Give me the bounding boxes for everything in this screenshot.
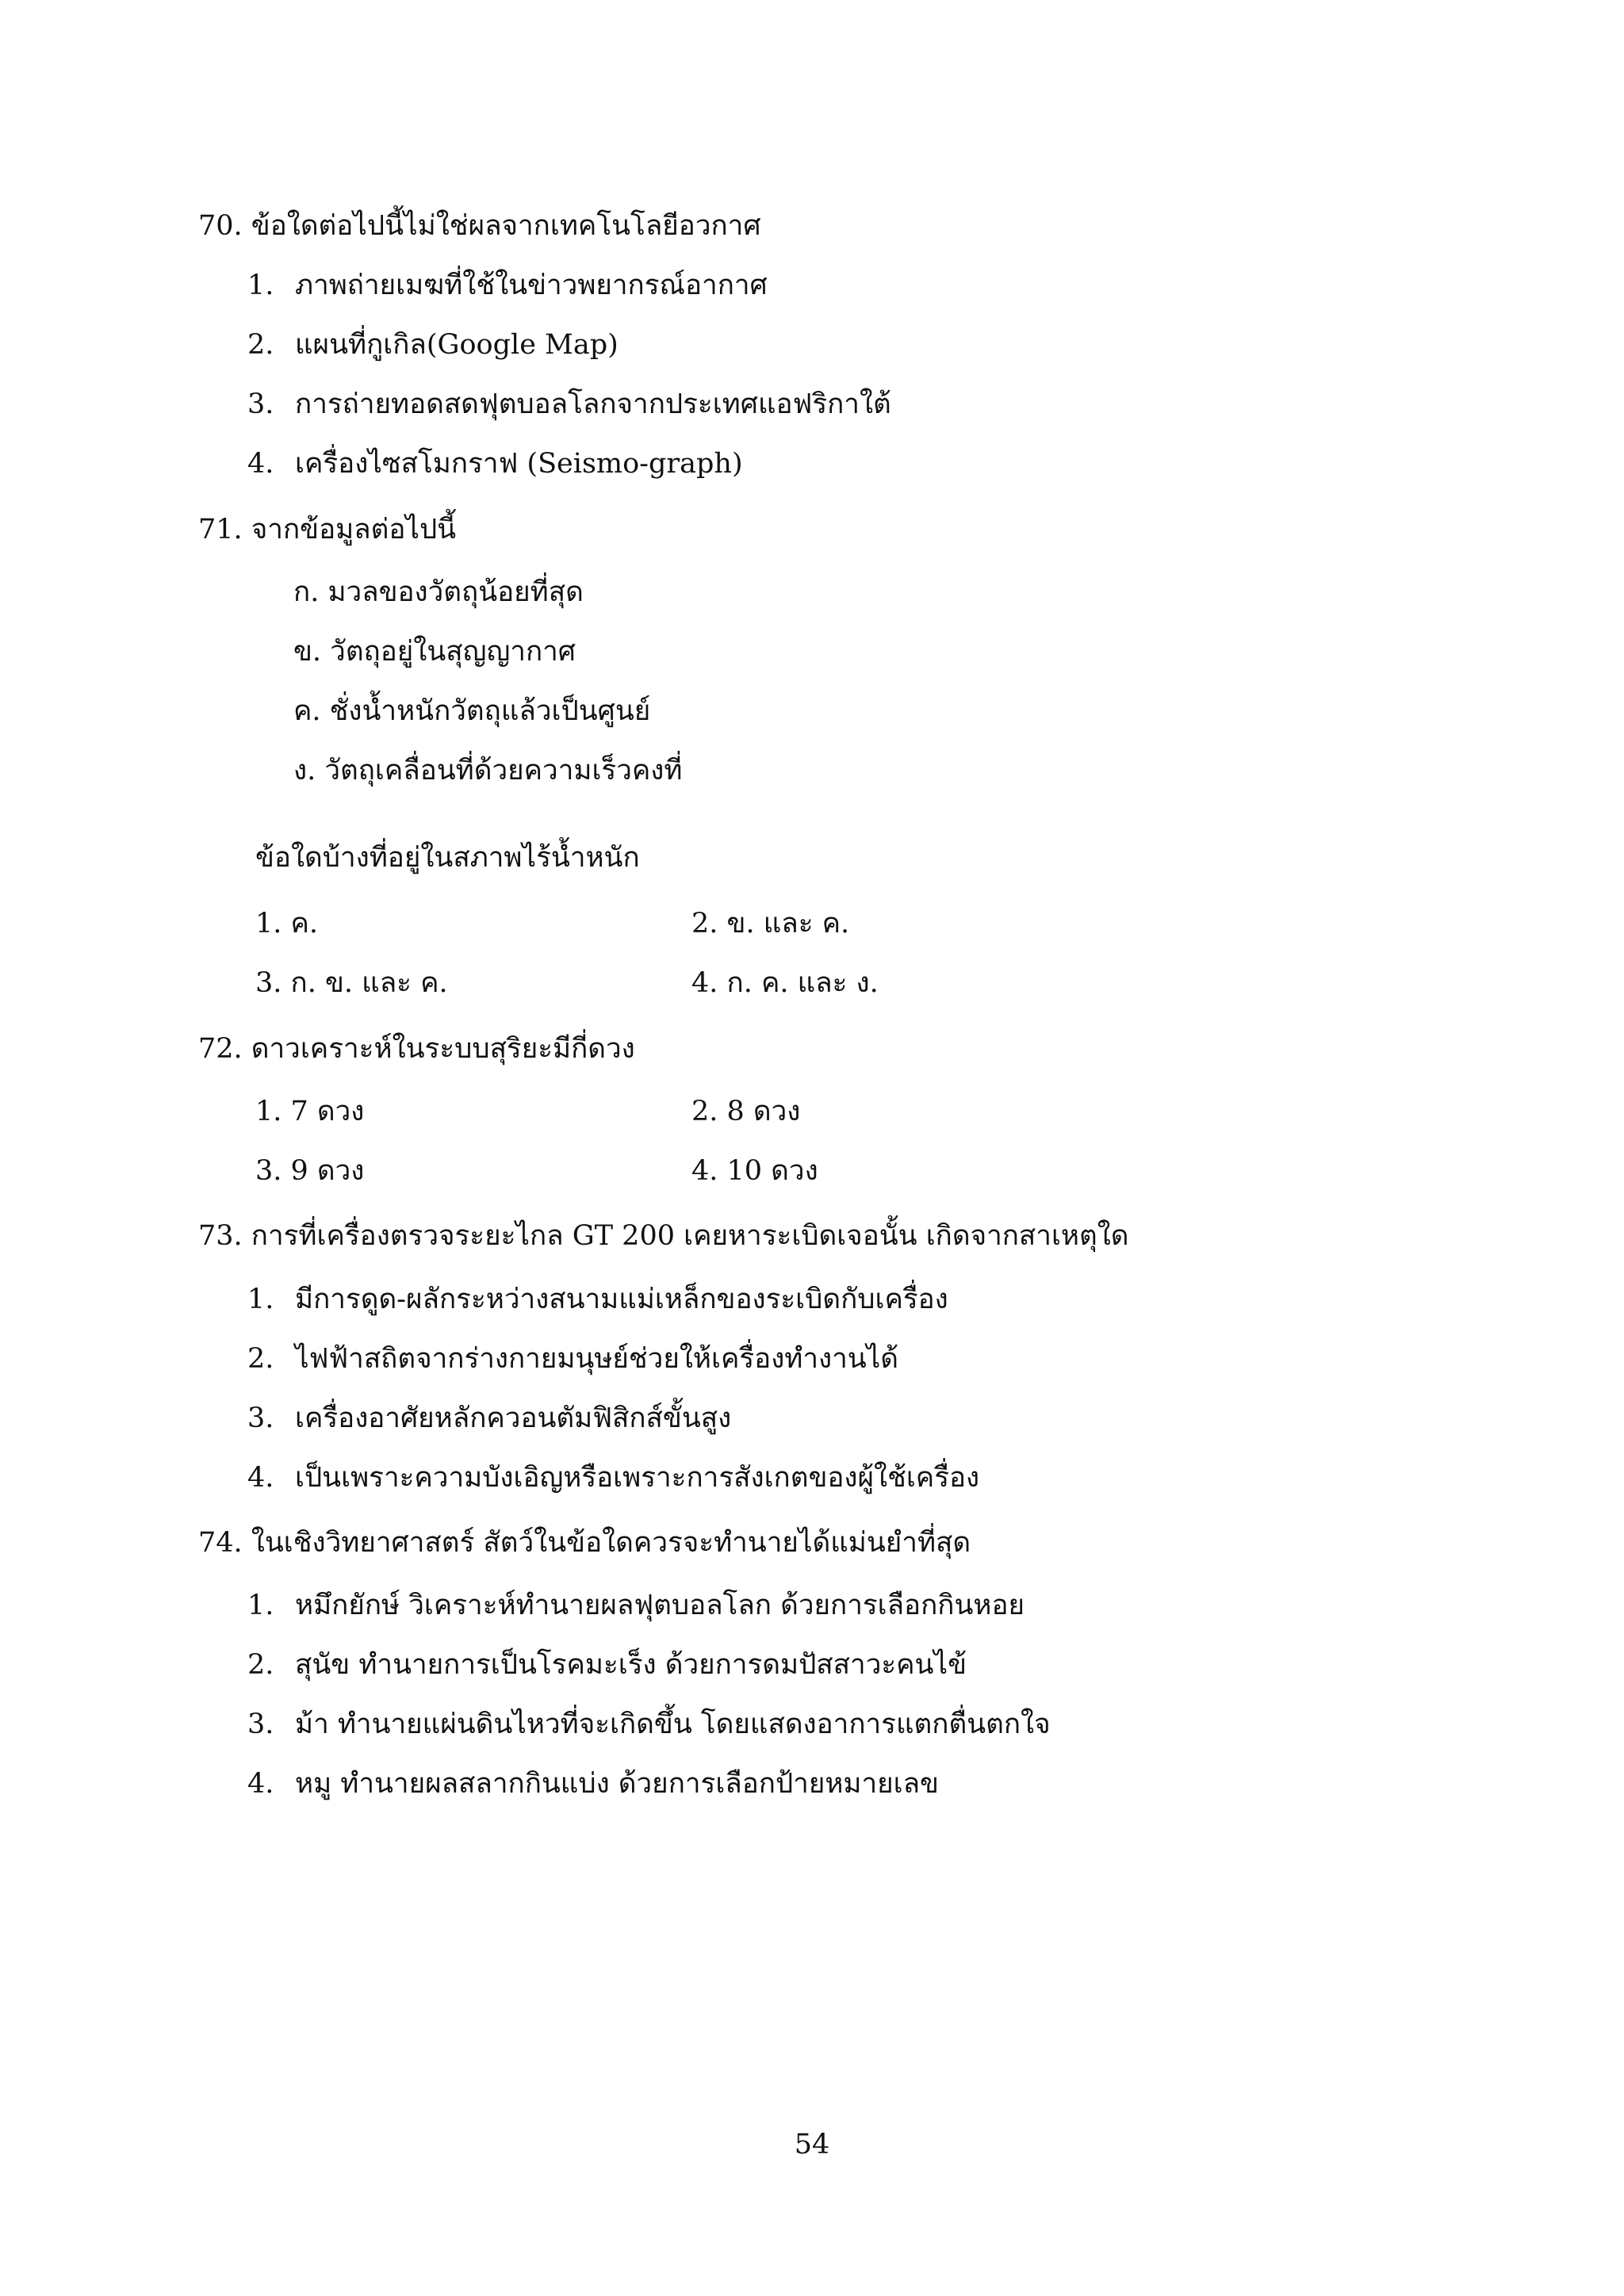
option-text: เป็นเพราะความบังเอิญหรือเพราะการสังเกตของผู้ใช้เครื่อง [295,1462,980,1494]
option-text: ภาพถ่ายเมฆที่ใช้ในข่าวพยากรณ์อากาศ [295,270,768,301]
q70-option-4 [247,446,743,481]
q71-option-1: 1. ค. [255,908,319,939]
option-number: 1. [247,1284,274,1315]
option-number: 4. [247,1768,274,1800]
q72-option-1: 1. 7 ดวง [255,1096,365,1127]
q74-option-2 [247,1647,967,1682]
q72-option-2: 2. 8 ดวง [691,1096,801,1127]
question-73: 73. การที่เครื่องตรวจระยะไกล GT 200 เคยหาระเบิดเจอนั้น เกิดจากสาเหตุใด [198,1220,1129,1252]
q71-prompt: ข้อใดบ้างที่อยู่ในสภาพไร้น้ำหนัก [255,842,640,874]
question-74: 74. ในเชิงวิทยาศาสตร์ สัตว์ในข้อใดควรจะทำนายได้แม่นยำที่สุด [198,1527,971,1559]
option-text: ม้า ทำนายแผ่นดินไหวที่จะเกิดขึ้น โดยแสดงอาการแตกตื่นตกใจ [295,1709,1051,1740]
q71-option-4: 4. ก. ค. และ ง. [691,967,879,999]
option-text: เครื่องไซสโมกราฟ (Seismo-graph) [295,448,743,480]
q70-option-3 [247,387,891,422]
q73-option-4 [247,1460,979,1495]
option-number: 2. [247,1343,274,1375]
q71-item-b: ข. วัตถุอยู่ในสุญญากาศ [293,636,576,668]
question-72: 72. ดาวเคราะห์ในระบบสุริยะมีกี่ดวง [198,1033,635,1065]
q74-option-3 [247,1707,1051,1742]
q71-item-c: ค. ชั่งน้ำหนักวัตถุแล้วเป็นศูนย์ [293,695,651,727]
q73-option-1 [247,1282,948,1317]
option-number: 3. [247,388,274,420]
q74-option-1 [247,1588,1025,1623]
option-number: 4. [247,448,274,480]
q70-option-2 [247,327,619,362]
option-text: แผนที่กูเกิล(Google Map) [295,329,619,361]
q73-option-3 [247,1401,731,1436]
option-text: การถ่ายทอดสดฟุตบอลโลกจากประเทศแอฟริกาใต้ [295,388,891,420]
option-text: หมู ทำนายผลสลากกินแบ่ง ด้วยการเลือกป้ายหมายเลข [295,1768,939,1800]
option-text: สุนัข ทำนายการเป็นโรคมะเร็ง ด้วยการดมปัสสาวะคนไข้ [295,1649,967,1681]
page-number: 54 [794,2129,830,2160]
option-number: 4. [247,1462,274,1494]
q73-option-2 [247,1341,898,1376]
q71-option-2: 2. ข. และ ค. [691,908,850,939]
option-text: ไฟฟ้าสถิตจากร่างกายมนุษย์ช่วยให้เครื่องทำงานได้ [295,1343,899,1375]
question-71: 71. จากข้อมูลต่อไปนี้ [198,514,457,545]
option-text: หมึกยักษ์ วิเคราะห์ทำนายผลฟุตบอลโลก ด้วยการเลือกกินหอย [295,1590,1025,1621]
question-70: 70. ข้อใดต่อไปนี้ไม่ใช่ผลจากเทคโนโลยีอวกาศ [198,210,761,242]
q72-option-4: 4. 10 ดวง [691,1155,818,1187]
option-number: 3. [247,1709,274,1740]
option-text: เครื่องอาศัยหลักควอนตัมฟิสิกส์ขั้นสูง [295,1402,732,1434]
option-number: 1. [247,270,274,301]
q70-option-1 [247,268,768,303]
option-number: 2. [247,1649,274,1681]
option-number: 2. [247,329,274,361]
q71-item-d: ง. วัตถุเคลื่อนที่ด้วยความเร็วคงที่ [293,755,683,786]
option-number: 3. [247,1402,274,1434]
q71-item-a: ก. มวลของวัตถุน้อยที่สุด [293,576,584,608]
option-text: มีการดูด-ผลักระหว่างสนามแม่เหล็กของระเบิดกับเครื่อง [295,1284,948,1315]
q72-option-3: 3. 9 ดวง [255,1155,365,1187]
q74-option-4 [247,1766,939,1801]
option-number: 1. [247,1590,274,1621]
q71-option-3: 3. ก. ข. และ ค. [255,967,448,999]
